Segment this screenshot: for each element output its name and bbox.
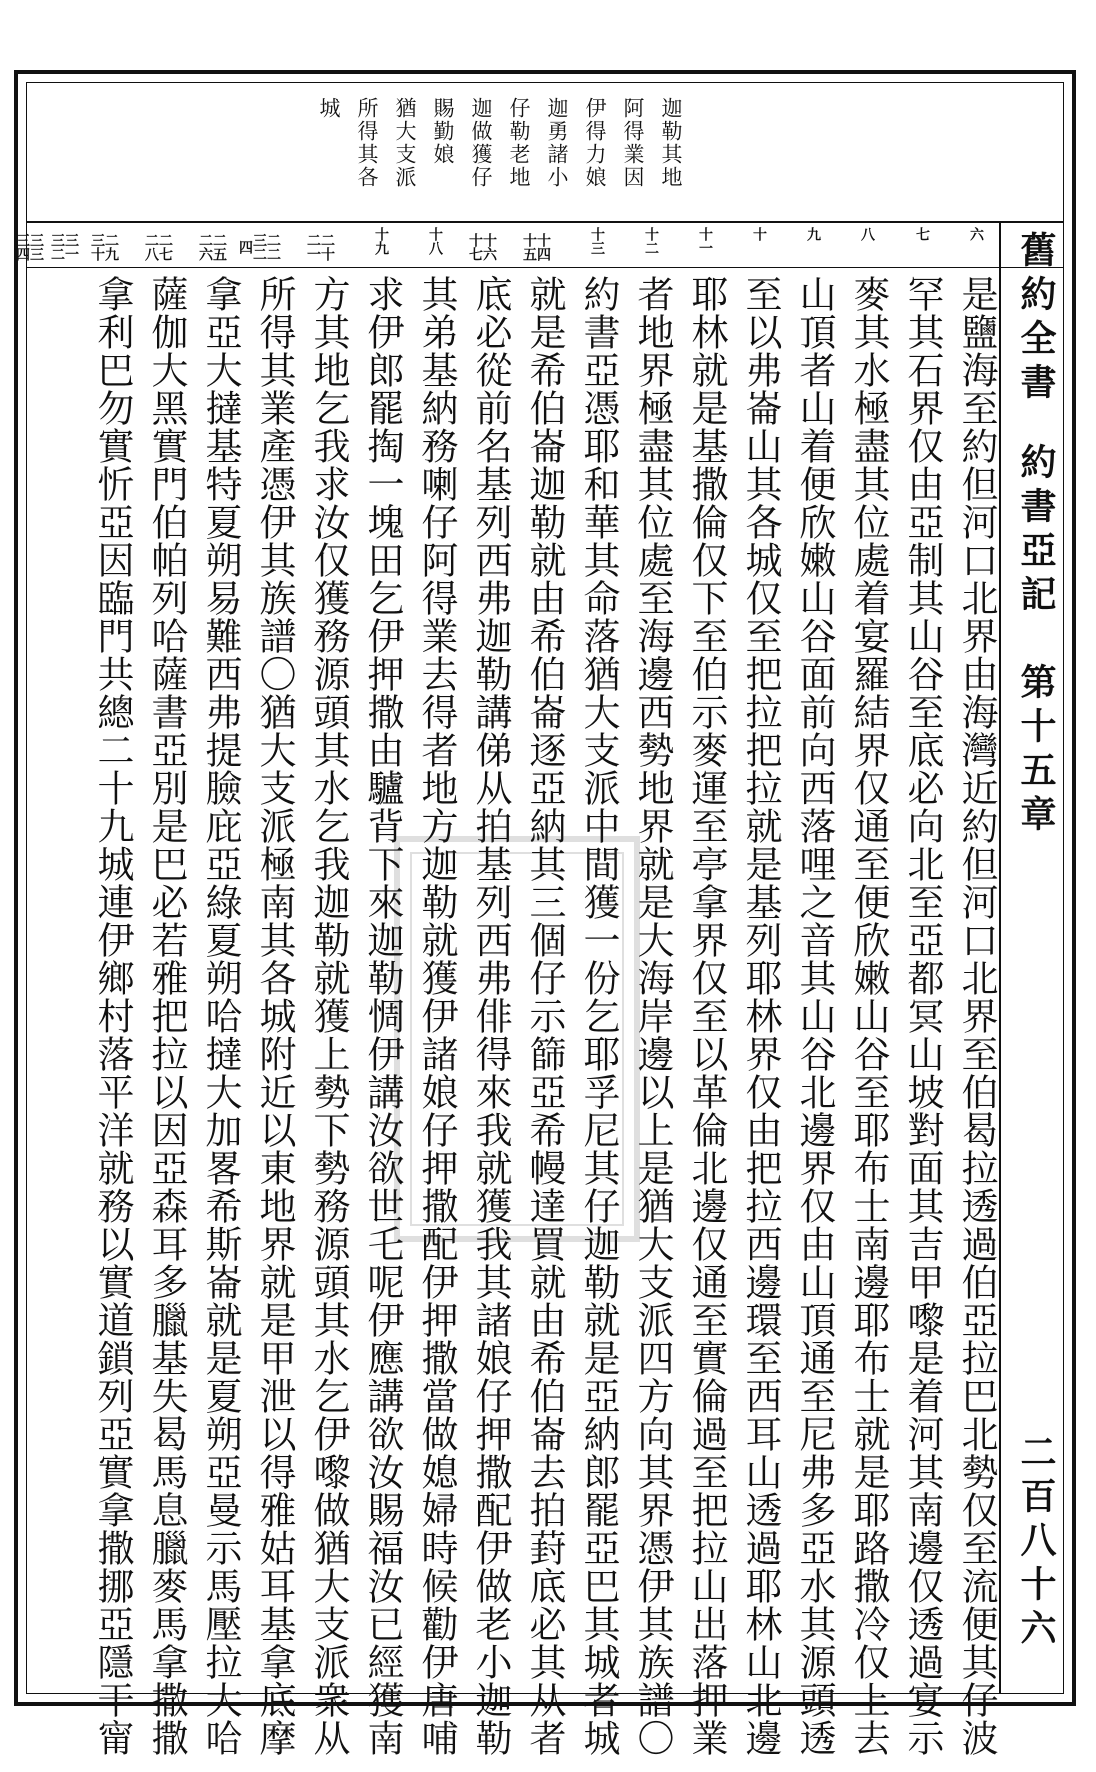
- verse-number: 二七二八: [143, 233, 173, 261]
- verse-number: 八: [859, 227, 875, 241]
- text-column: 薩伽大黑實門伯帕列哈薩書亞別是巴必若雅把拉以因亞森耳多臘基失曷馬息臘麥馬拿撒撒: [145, 275, 188, 1757]
- verse-number: 三三三四: [14, 233, 44, 261]
- text-column: 就是希伯崙迦勒就由希伯崙逐亞納其三個仔示篩亞希幔達買就由希伯崙去拍葑底必其从者: [523, 275, 566, 1757]
- page-number: 二百八十六: [1015, 1433, 1057, 1653]
- footnote-strip: [27, 83, 1063, 223]
- verse-number: 十四十五: [521, 233, 551, 261]
- verse-number: 十九: [373, 227, 389, 255]
- chapter-title: 約書亞記 第十五章: [1015, 443, 1057, 839]
- verse-number: 二五二六: [197, 233, 227, 261]
- verse-number: 三一三二: [49, 233, 79, 261]
- text-column: 者地界極盡其位處至海邊西勢地界就是大海岸邊以上是猶大支派四方向其界憑伊其族譜〇: [631, 275, 674, 1757]
- footnote-column: 迦勇諸小: [545, 97, 569, 189]
- text-column: 拿亞大撻基特夏朔易難西弗提臉庇亞綠夏朔哈撻大加畧希斯崙就是夏朔亞曼示馬壓拉大哈: [199, 275, 242, 1757]
- footnote-column: 城: [317, 97, 341, 120]
- footnotes: [317, 97, 683, 217]
- text-column: 底必從前名基列西弗迦勒講俤从拍基列西弗俳得來我就獲我其諸娘仔押撒配伊做老小迦勒: [469, 275, 512, 1757]
- text-column: 拿利巴勿實忻亞因臨門共總二十九城連伊鄉村落平洋就務以實道鎖列亞實拿撒挪亞隱干甯: [91, 275, 134, 1757]
- book-title: 舊約全書: [1015, 231, 1057, 407]
- page-frame: [14, 70, 1076, 1757]
- text-column: 罕其石界仅由亞制其山谷至底必向北至亞都冥山坡對面其吉甲嚟是着河其南邊仅透過宴示: [901, 275, 944, 1757]
- text-column: 求伊郎罷掏一塊田乞伊押撒由驢背下來迦勒惆伊講汝欲世乇呢伊應講欲汝賜福汝已經獲南: [361, 275, 404, 1757]
- text-column: 方其地乞我求汝仅獲務源頭其水乞我迦勒就獲上勢下勢務源頭其水乞伊嚟做猶大支派衆从: [307, 275, 350, 1757]
- text-column: 麥其水極盡其位處着宴羅結界仅通至便欣嫩山谷至耶布士南邊耶布士就是耶路撒冷仅上去: [847, 275, 890, 1757]
- verse-number: 二二三二四: [237, 233, 281, 261]
- verse-number: 十六十七: [467, 233, 497, 261]
- footnote-column: 伊得力娘: [583, 97, 607, 189]
- text-body: [27, 269, 1001, 1757]
- footnote-column: 所得其各: [355, 97, 379, 189]
- verse-number-row: [14, 223, 1063, 268]
- page-inner-frame: [14, 82, 1064, 1757]
- footnote-column: 猶大支派: [393, 97, 417, 189]
- footnote-column: 阿得業因: [621, 97, 645, 189]
- text-column: 所得其業產憑伊其族譜〇猶大支派極南其各城附近以東地界就是甲泄以得雅姑耳基拿底摩: [253, 275, 296, 1757]
- text-column: 至以弗崙山其各城仅至把拉把拉就是基列耶林界仅由把拉西邊環至西耳山透過耶林山北邊: [739, 275, 782, 1757]
- text-column: 其弟基納務喇仔阿得業去得者地方迦勒就獲伊諸娘仔押撒配伊押撒當做媳婦時候勸伊唐哺: [415, 275, 458, 1757]
- verse-number: 十一: [697, 227, 713, 255]
- footnote-column: 迦勒其地: [659, 97, 683, 189]
- footnote-column: 賜勤娘: [431, 97, 455, 166]
- running-head: [999, 223, 1063, 1693]
- footnote-column: 仔勒老地: [507, 97, 531, 189]
- verse-number: 二九三十: [89, 233, 119, 261]
- text-column: 山頂者山着便欣嫩山谷面前向西落哩之音其山谷北邊界仅由山頂通至尼弗多亞水其源頭透: [793, 275, 836, 1757]
- verse-number: 七: [914, 227, 930, 241]
- verse-number: 十: [751, 227, 767, 241]
- text-column: 約書亞憑耶和華其命落猶大支派中間獲一份乞耶孚尼其仔迦勒就是亞納郎罷亞巴其城者城: [577, 275, 620, 1757]
- text-column: 是鹽海至約但河口北界由海灣近約但河口北界至伯曷拉透過伯亞拉巴北勢仅至流便其仔波: [955, 275, 998, 1757]
- verse-number: 六: [968, 227, 984, 241]
- verse-number: 九: [805, 227, 821, 241]
- verse-number: 十二: [643, 227, 659, 255]
- verse-number: 十八: [427, 227, 443, 255]
- verse-number: 二十二一: [305, 233, 335, 261]
- text-column: 耶林就是基撒倫仅下至伯示麥運至亭拿界仅至以革倫北邊仅通至實倫過至把拉山出落押業: [685, 275, 728, 1757]
- verse-number: 十三: [589, 227, 605, 255]
- footnote-column: 迦做獲仔: [469, 97, 493, 189]
